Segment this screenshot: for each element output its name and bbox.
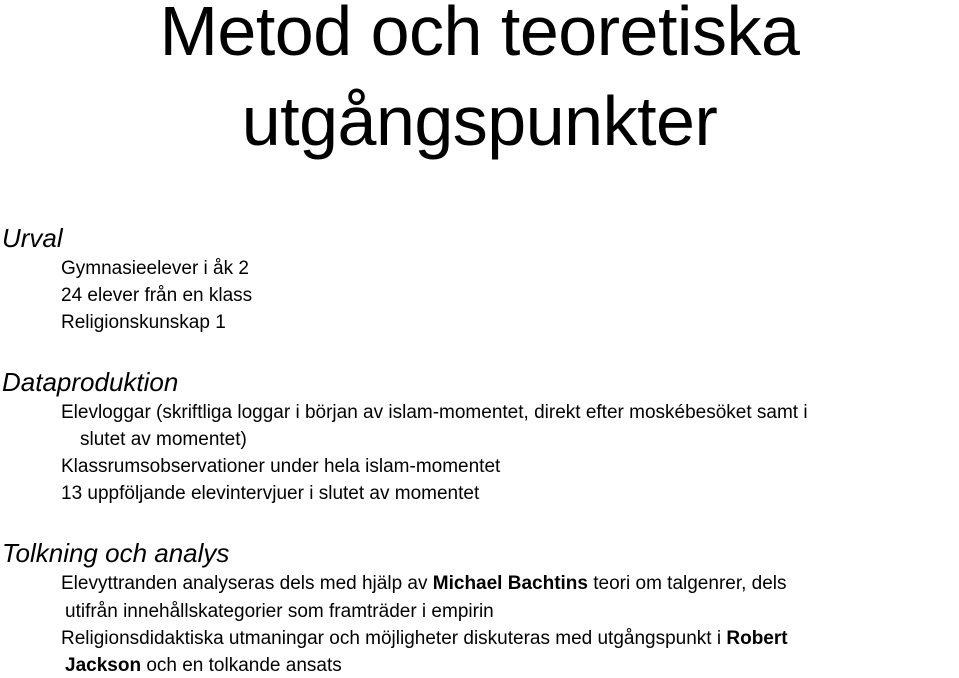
title-line-1: Metod och teoretiska	[159, 0, 800, 70]
page-title	[0, 0, 959, 166]
author-name-bachtin: Michael Bachtins	[432, 573, 588, 594]
tolkning-item-2-text-post: och en tolkande ansats	[141, 655, 342, 676]
tolkning-item-2-line-1	[61, 627, 788, 651]
tolkning-item-1-text-post: teori om talgenrer, dels	[587, 573, 787, 594]
title-line-2: utgångspunkter	[241, 82, 718, 160]
section-heading-urval: Urval	[2, 223, 63, 253]
urval-item-2: 24 elever från en klass	[61, 285, 253, 306]
tolkning-item-1-line-2: utifrån innehållskategorier som framträder i empirin	[65, 601, 494, 622]
section-heading-dataproduktion: Dataproduktion	[2, 367, 179, 397]
dataproduktion-item-1-line-1: Elevloggar (skriftliga loggar i början av islam-momentet, direkt efter moskébesöket samt i	[61, 402, 808, 423]
tolkning-item-1-text-pre: Elevyttranden analyseras dels med hjälp av	[61, 573, 433, 594]
tolkning-item-2-text-pre: Religionsdidaktiska utmaningar och möjligheter diskuteras med utgångspunkt i	[61, 628, 727, 649]
section-heading-tolkning: Tolkning och analys	[2, 538, 230, 568]
author-name-jackson: Jackson	[65, 655, 142, 676]
urval-item-1: Gymnasieelever i åk 2	[61, 258, 249, 279]
dataproduktion-item-3: 13 uppföljande elevintervjuer i slutet av momentet	[61, 483, 480, 504]
tolkning-item-2-line-2	[65, 654, 342, 678]
author-name-robert: Robert	[726, 628, 788, 649]
dataproduktion-item-1-line-2: slutet av momentet)	[80, 429, 247, 450]
dataproduktion-item-2: Klassrumsobservationer under hela islam-momentet	[61, 456, 501, 477]
urval-item-3: Religionskunskap 1	[61, 312, 226, 333]
tolkning-item-1-line-1	[61, 572, 787, 596]
